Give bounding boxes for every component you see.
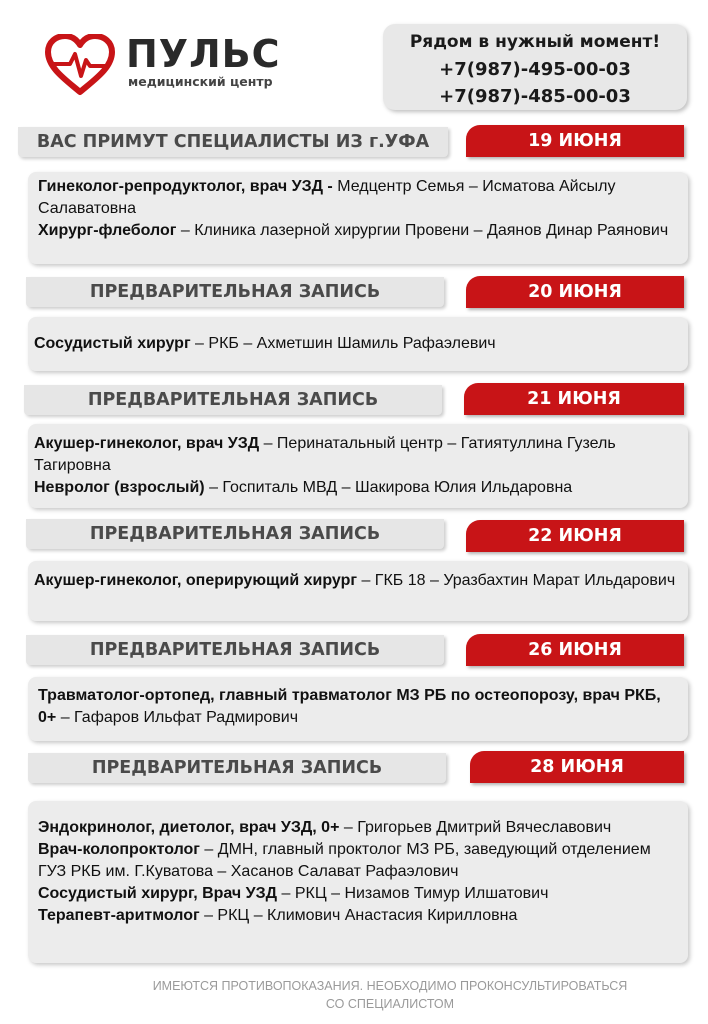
specialist-entry	[38, 883, 678, 905]
specialist-detail: – ДМН, главный проктолог МЗ РБ, заведующий отделением ГУЗ РКБ им. Г.Куватова – Хасанов Салават Рафаэлович	[38, 841, 651, 880]
contact-panel	[383, 24, 687, 110]
section-header	[28, 753, 446, 783]
specialist-entry	[34, 477, 682, 499]
specialists-box	[28, 561, 688, 621]
date-label: 28 ИЮНЯ	[530, 757, 624, 777]
specialist-entry	[34, 333, 682, 355]
specialist-entry	[38, 220, 678, 242]
phone-1[interactable]: +7(987)-495-00-03	[439, 59, 631, 80]
tagline: Рядом в нужный момент!	[409, 32, 661, 52]
specialist-entry	[34, 433, 682, 477]
section-header	[24, 385, 442, 415]
specialists-box	[28, 677, 688, 741]
specialists-box	[28, 172, 688, 264]
section-header	[18, 127, 448, 157]
date-badge	[464, 383, 684, 415]
specialist-entry	[38, 839, 678, 883]
specialist-role: Невролог (взрослый)	[34, 479, 205, 496]
specialist-detail: – РКЦ – Климович Анастасия Кирилловна	[199, 907, 518, 924]
specialist-detail: – РКЦ – Низамов Тимур Илшатович	[277, 885, 549, 902]
specialists-box	[28, 801, 688, 963]
specialist-entry	[38, 176, 678, 220]
section-title: ПРЕДВАРИТЕЛЬНАЯ ЗАПИСЬ	[89, 524, 381, 544]
date-badge	[466, 125, 684, 157]
specialist-detail: – Григорьев Дмитрий Вячеславович	[339, 819, 612, 836]
section-title: ВАС ПРИМУТ СПЕЦИАЛИСТЫ ИЗ г.УФА	[36, 132, 430, 152]
date-label: 26 ИЮНЯ	[528, 640, 622, 660]
section-title: ПРЕДВАРИТЕЛЬНАЯ ЗАПИСЬ	[89, 282, 381, 302]
specialist-detail: – Перинатальный центр – Гатиятуллина Гузель Тагировна	[34, 435, 616, 474]
specialist-role: Терапевт-аритмолог	[38, 907, 200, 924]
specialist-detail: – Клиника лазерной хирургии Провени – Даянов Динар Раянович	[176, 222, 669, 239]
date-badge	[470, 751, 684, 783]
heart-pulse-icon	[44, 34, 116, 98]
section-header	[26, 519, 444, 549]
date-badge	[466, 520, 684, 552]
date-badge	[466, 634, 684, 666]
specialist-role: Врач-колопроктолог	[38, 841, 200, 858]
phone-2[interactable]: +7(987)-485-00-03	[439, 86, 631, 107]
specialist-role: Акушер-гинеколог, оперирующий хирург	[34, 572, 358, 589]
specialist-role: Акушер-гинеколог, врач УЗД	[34, 435, 260, 452]
specialist-entry	[38, 905, 678, 927]
section-title: ПРЕДВАРИТЕЛЬНАЯ ЗАПИСЬ	[89, 640, 381, 660]
date-badge	[466, 276, 684, 308]
specialist-role: Травматолог-ортопед, главный травматолог МЗ РБ по остеопорозу, врач РКБ, 0+	[38, 687, 661, 726]
section-header	[26, 635, 444, 665]
specialist-entry	[34, 570, 682, 592]
specialists-box	[28, 424, 688, 508]
specialist-role: Гинеколог-репродуктолог, врач УЗД -	[38, 178, 333, 195]
section-title: ПРЕДВАРИТЕЛЬНАЯ ЗАПИСЬ	[87, 390, 379, 410]
date-label: 19 ИЮНЯ	[528, 131, 622, 151]
specialist-role: Эндокринолог, диетолог, врач УЗД, 0+	[38, 819, 340, 836]
specialist-role: Сосудистый хирург	[34, 335, 191, 352]
disclaimer-line-2: СО СПЕЦИАЛИСТОМ	[325, 997, 455, 1011]
disclaimer-line-1: ИМЕЮТСЯ ПРОТИВОПОКАЗАНИЯ. НЕОБХОДИМО ПРОКОНСУЛЬТИРОВАТЬСЯ	[152, 979, 628, 993]
date-label: 21 ИЮНЯ	[527, 389, 621, 409]
date-label: 20 ИЮНЯ	[528, 282, 622, 302]
section-header	[26, 277, 444, 307]
specialist-entry	[38, 685, 678, 729]
specialist-detail: Медцентр Семья – Исматова Айсылу Салаватовна	[38, 178, 616, 217]
date-label: 22 ИЮНЯ	[528, 526, 622, 546]
brand-name: ПУЛЬС	[126, 32, 281, 76]
specialists-box	[28, 317, 688, 371]
specialist-detail: – ГКБ 18 – Уразбахтин Марат Ильдарович	[357, 572, 676, 589]
specialist-entry	[38, 817, 678, 839]
specialist-detail: – РКБ – Ахметшин Шамиль Рафаэлевич	[190, 335, 496, 352]
specialist-detail: – Госпиталь МВД – Шакирова Юлия Ильдаровна	[204, 479, 573, 496]
specialist-role: Сосудистый хирург, Врач УЗД	[38, 885, 278, 902]
disclaimer	[100, 977, 680, 1013]
specialist-detail: – Гафаров Ильфат Радмирович	[56, 709, 299, 726]
specialist-role: Хирург-флеболог	[38, 222, 177, 239]
brand-subtitle: медицинский центр	[128, 74, 273, 89]
section-title: ПРЕДВАРИТЕЛЬНАЯ ЗАПИСЬ	[91, 758, 383, 778]
